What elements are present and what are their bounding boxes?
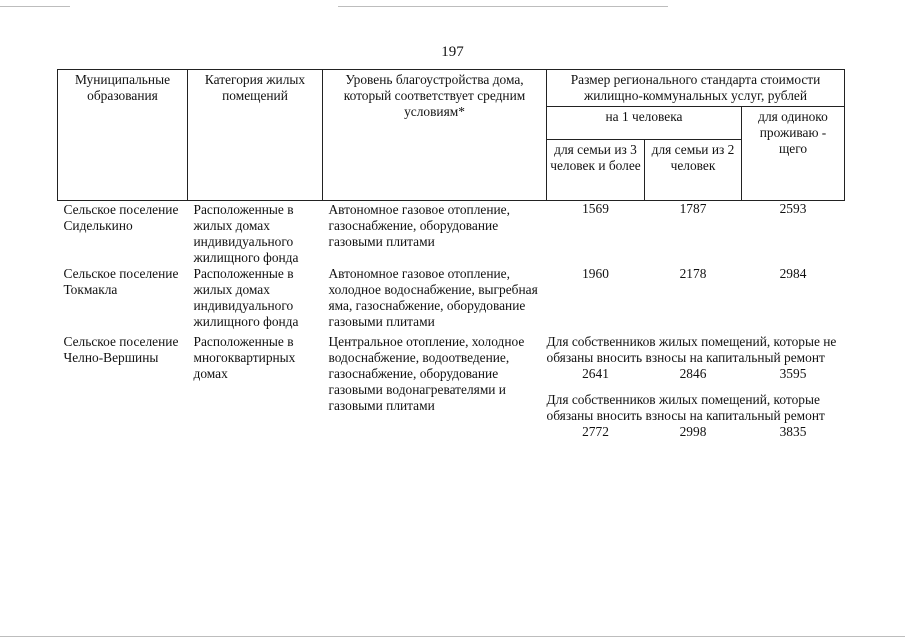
header-per-person: на 1 человека [547, 107, 742, 140]
header-category: Категория жилых помещений [188, 70, 323, 201]
header-amenities: Уровень благоустройства дома, который соответствует средним условиям* [323, 70, 547, 201]
header-standard-size: Размер регионального стандарта стоимости жилищно-коммунальных услуг, рублей [547, 70, 845, 107]
cell-family-3plus: 1960 [582, 266, 609, 281]
capital-repair-group [547, 334, 845, 382]
cell-family-2: 2178 [679, 266, 707, 281]
table-row [58, 334, 845, 440]
scan-artifact-line [0, 6, 70, 7]
cell-category: Расположенные в жилых домах индивидуального жилищного фонда [193, 202, 299, 265]
table-row [58, 266, 845, 334]
cell-amenities: Центральное отопление, холодное водоснабжение, водоотведение, газоснабжение, оборудование газовыми водонагревателями и газовыми плитами [328, 334, 525, 413]
scan-artifact-line [338, 6, 668, 7]
cell-category: Расположенные в жилых домах индивидуального жилищного фонда [193, 266, 299, 329]
cell-amenities: Автономное газовое отопление, холодное водоснабжение, выгребная яма, газоснабжение, оборудование газовыми плитами [328, 266, 538, 329]
group-values [547, 366, 845, 382]
header-family-2: для семьи из 2 человек [645, 140, 742, 201]
value-family-3plus: 2772 [582, 424, 609, 439]
cell-category: Расположенные в многоквартирных домах [193, 334, 296, 381]
cell-municipality: Сельское поселение Токмакла [63, 266, 179, 297]
cell-amenities: Автономное газовое отопление, газоснабжение, оборудование газовыми плитами [328, 202, 510, 249]
group-values [547, 424, 845, 440]
cell-capital-repair-groups [547, 334, 845, 440]
value-single: 3835 [779, 424, 807, 439]
table-row [58, 201, 845, 267]
capital-repair-group [547, 392, 845, 440]
cell-family-2: 1787 [679, 201, 707, 216]
cell-municipality: Сельское поселение Челно-Вершины [63, 334, 179, 365]
housing-standard-table [57, 69, 845, 440]
value-family-2: 2998 [679, 424, 707, 439]
scan-artifact-line [0, 636, 905, 637]
header-family-3plus: для семьи из 3 человек и более [547, 140, 645, 201]
value-single: 3595 [779, 366, 807, 381]
cell-single: 2593 [779, 201, 807, 216]
header-single: для одиноко проживаю - щего [742, 107, 845, 201]
value-family-3plus: 2641 [582, 366, 609, 381]
group-note: Для собственников жилых помещений, которые не обязаны вносить взносы на капитальный ремонт [546, 334, 837, 365]
value-family-2: 2846 [679, 366, 707, 381]
header-municipality: Муниципальные образования [58, 70, 188, 201]
group-note: Для собственников жилых помещений, которые обязаны вносить взносы на капитальный ремонт [546, 392, 825, 423]
cell-municipality: Сельское поселение Сиделькино [63, 202, 179, 233]
cell-single: 2984 [779, 266, 807, 281]
page-number: 197 [441, 44, 464, 60]
cell-family-3plus: 1569 [582, 201, 609, 216]
